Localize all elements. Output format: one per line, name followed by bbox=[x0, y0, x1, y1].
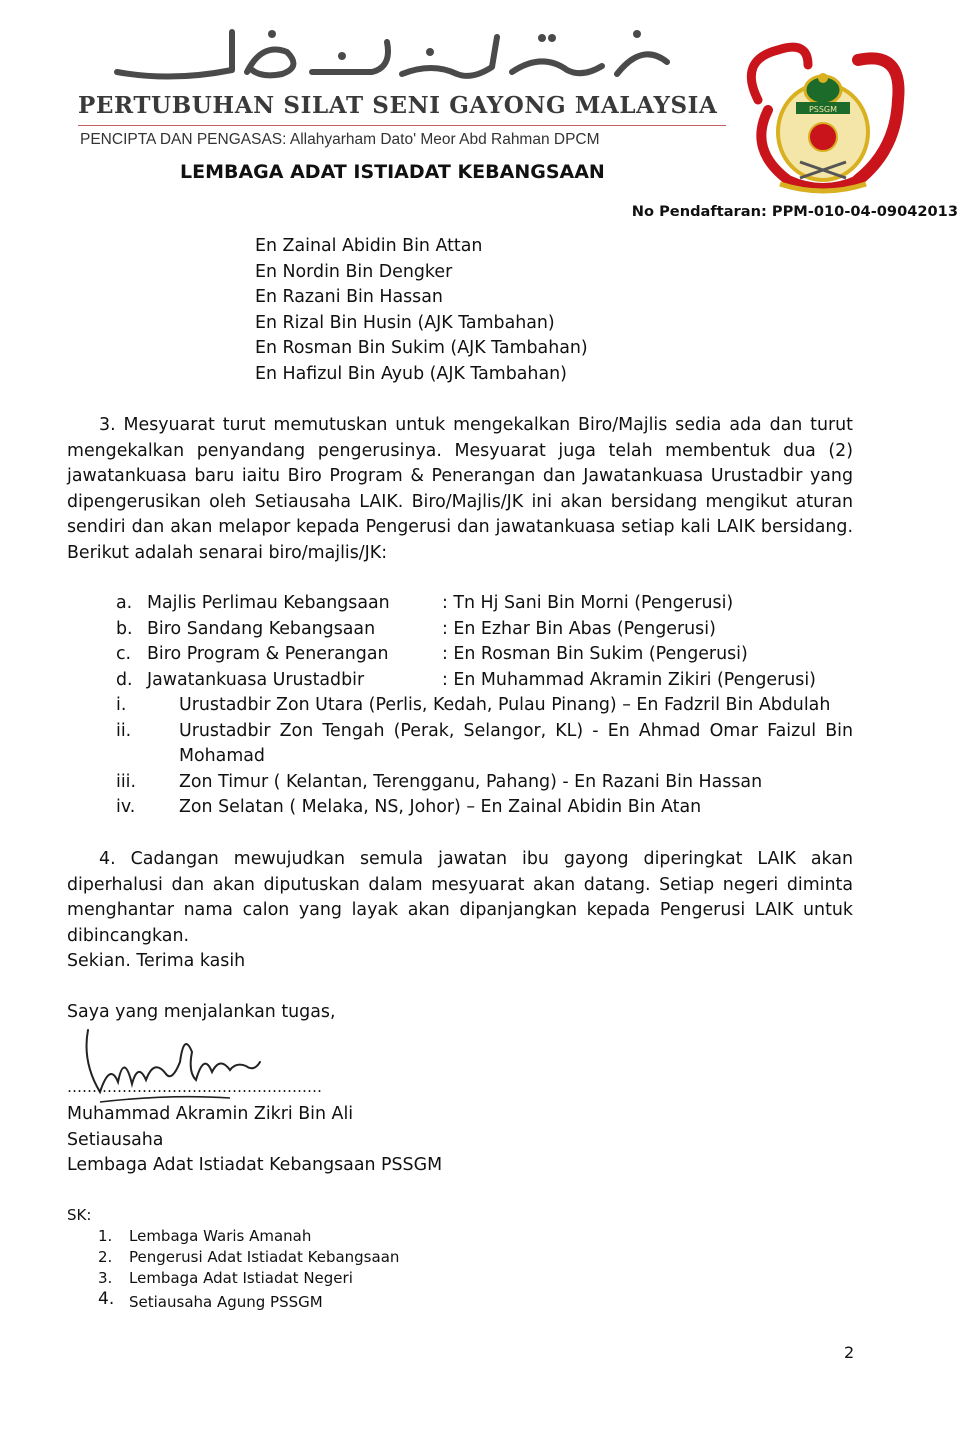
signature-line: …………………………………………… bbox=[67, 1078, 322, 1096]
member-name: En Nordin Bin Dengker bbox=[255, 261, 453, 282]
list-marker: iv. bbox=[116, 797, 136, 817]
closing-line: Sekian. Terima kasih bbox=[67, 951, 246, 971]
list-marker: a. bbox=[116, 593, 133, 613]
zone-row bbox=[67, 795, 853, 821]
zone-text: Urustadbir Zon Tengah (Perak, Selangor, KL) - En Ahmad Omar Faizul Bin Mohamad bbox=[179, 720, 853, 766]
cc-text: Lembaga Adat Istiadat Negeri bbox=[129, 1269, 353, 1287]
signer-block bbox=[67, 1102, 442, 1179]
signer-name: Muhammad Akramin Zikri Bin Ali bbox=[67, 1104, 354, 1124]
list-marker: c. bbox=[116, 644, 132, 664]
cc-text: Lembaga Waris Amanah bbox=[129, 1227, 312, 1245]
cc-text: Pengerusi Adat Istiadat Kebangsaan bbox=[129, 1248, 400, 1266]
committee-name: Majlis Perlimau Kebangsaan bbox=[147, 593, 390, 613]
paragraph-number: 3. bbox=[99, 415, 116, 435]
member-name: En Razani Bin Hassan bbox=[255, 287, 443, 307]
organization-name: PERTUBUHAN SILAT SENI GAYONG MALAYSIA bbox=[78, 92, 718, 119]
committee-name: Biro Sandang Kebangsaan bbox=[147, 618, 376, 639]
paragraph-3 bbox=[67, 413, 853, 566]
list-marker: i. bbox=[116, 695, 127, 715]
committee-row bbox=[67, 617, 853, 643]
committee-chair: : En Muhammad Akramin Zikiri (Pengerusi) bbox=[442, 669, 816, 690]
page-number: 2 bbox=[844, 1343, 855, 1362]
paragraph-text: Cadangan mewujudkan semula jawatan ibu gayong diperingkat LAIK akan diperhalusi dan akan diputuskan dalam mesyuarat akan datang. Setiap negeri diminta menghantar nama calon yang layak akan dipanjangkan kepada Pengerusi LAIK untuk dibincangkan. bbox=[67, 849, 853, 946]
cc-number: 1. bbox=[98, 1227, 113, 1245]
zone-row bbox=[67, 719, 853, 770]
member-name: En Rizal Bin Husin (AJK Tambahan) bbox=[255, 312, 555, 333]
crest-text: PSSGM bbox=[808, 105, 838, 114]
jawi-script-logo bbox=[112, 22, 672, 84]
founder-line: PENCIPTA DAN PENGASAS: Allahyarham Dato' Meor Abd Rahman DPCM bbox=[80, 131, 600, 148]
member-name: En Hafizul Bin Ayub (AJK Tambahan) bbox=[255, 363, 567, 384]
cc-label: SK: bbox=[67, 1206, 92, 1224]
member-name: En Rosman Bin Sukim (AJK Tambahan) bbox=[255, 338, 588, 358]
paragraph-text: Mesyuarat turut memutuskan untuk mengekalkan Biro/Majlis sedia ada dan turut mengekalkan penyandang pengerusinya. Mesyuarat juga telah membentuk dua (2) jawatankuasa baru iaitu Biro Program & Penerangan dan Jawatankuasa Urustadbir yang dipengerusikan oleh Setiausaha LAIK. Biro/Majlis/JK ini akan bersidang mengikut aturan sendiri dan akan melapor kepada Pengerusi dan jawatankuasa setiap kali LAIK bersidang. Berikut adalah senarai biro/majlis/JK: bbox=[67, 415, 853, 563]
cc-text: Setiausaha Agung PSSGM bbox=[129, 1293, 323, 1311]
zone-text: Zon Selatan ( Melaka, NS, Johor) – En Zainal Abidin Bin Atan bbox=[179, 797, 702, 817]
zone-row bbox=[67, 693, 853, 719]
member-list bbox=[255, 234, 588, 387]
committee-row bbox=[67, 668, 853, 694]
paragraph-number: 4. bbox=[99, 849, 116, 869]
committee-chair: : En Ezhar Bin Abas (Pengerusi) bbox=[442, 618, 716, 639]
committee-chair: : En Rosman Bin Sukim (Pengerusi) bbox=[442, 644, 748, 664]
cc-number: 2. bbox=[98, 1248, 113, 1266]
list-marker: iii. bbox=[116, 771, 137, 792]
paragraph-4 bbox=[67, 847, 853, 949]
signer-title: Setiausaha bbox=[67, 1129, 164, 1150]
dragon-crest-logo bbox=[738, 40, 908, 196]
zone-text: Zon Timur ( Kelantan, Terengganu, Pahang) - En Razani Bin Hassan bbox=[179, 771, 763, 792]
committee-list bbox=[67, 591, 853, 821]
salutation: Saya yang menjalankan tugas, bbox=[67, 1002, 336, 1022]
committee-row bbox=[67, 642, 853, 668]
list-marker: b. bbox=[116, 618, 133, 639]
registration-number: No Pendaftaran: PPM-010-04-09042013 bbox=[631, 203, 958, 220]
committee-row bbox=[67, 591, 853, 617]
list-marker: ii. bbox=[116, 720, 132, 741]
department-title: LEMBAGA ADAT ISTIADAT KEBANGSAAN bbox=[180, 161, 605, 183]
member-name: En Zainal Abidin Bin Attan bbox=[255, 236, 483, 256]
zone-row bbox=[67, 770, 853, 796]
signer-organization: Lembaga Adat Istiadat Kebangsaan PSSGM bbox=[67, 1155, 443, 1175]
cc-number: 4. bbox=[98, 1289, 115, 1309]
committee-chair: : Tn Hj Sani Bin Morni (Pengerusi) bbox=[442, 593, 734, 613]
committee-name: Biro Program & Penerangan bbox=[147, 644, 389, 664]
list-marker: d. bbox=[116, 669, 133, 690]
cc-number: 3. bbox=[98, 1269, 113, 1287]
zone-text: Urustadbir Zon Utara (Perlis, Kedah, Pulau Pinang) – En Fadzril Bin Abdulah bbox=[179, 695, 831, 715]
committee-name: Jawatankuasa Urustadbir bbox=[147, 669, 365, 690]
letterhead-rule bbox=[78, 125, 726, 126]
